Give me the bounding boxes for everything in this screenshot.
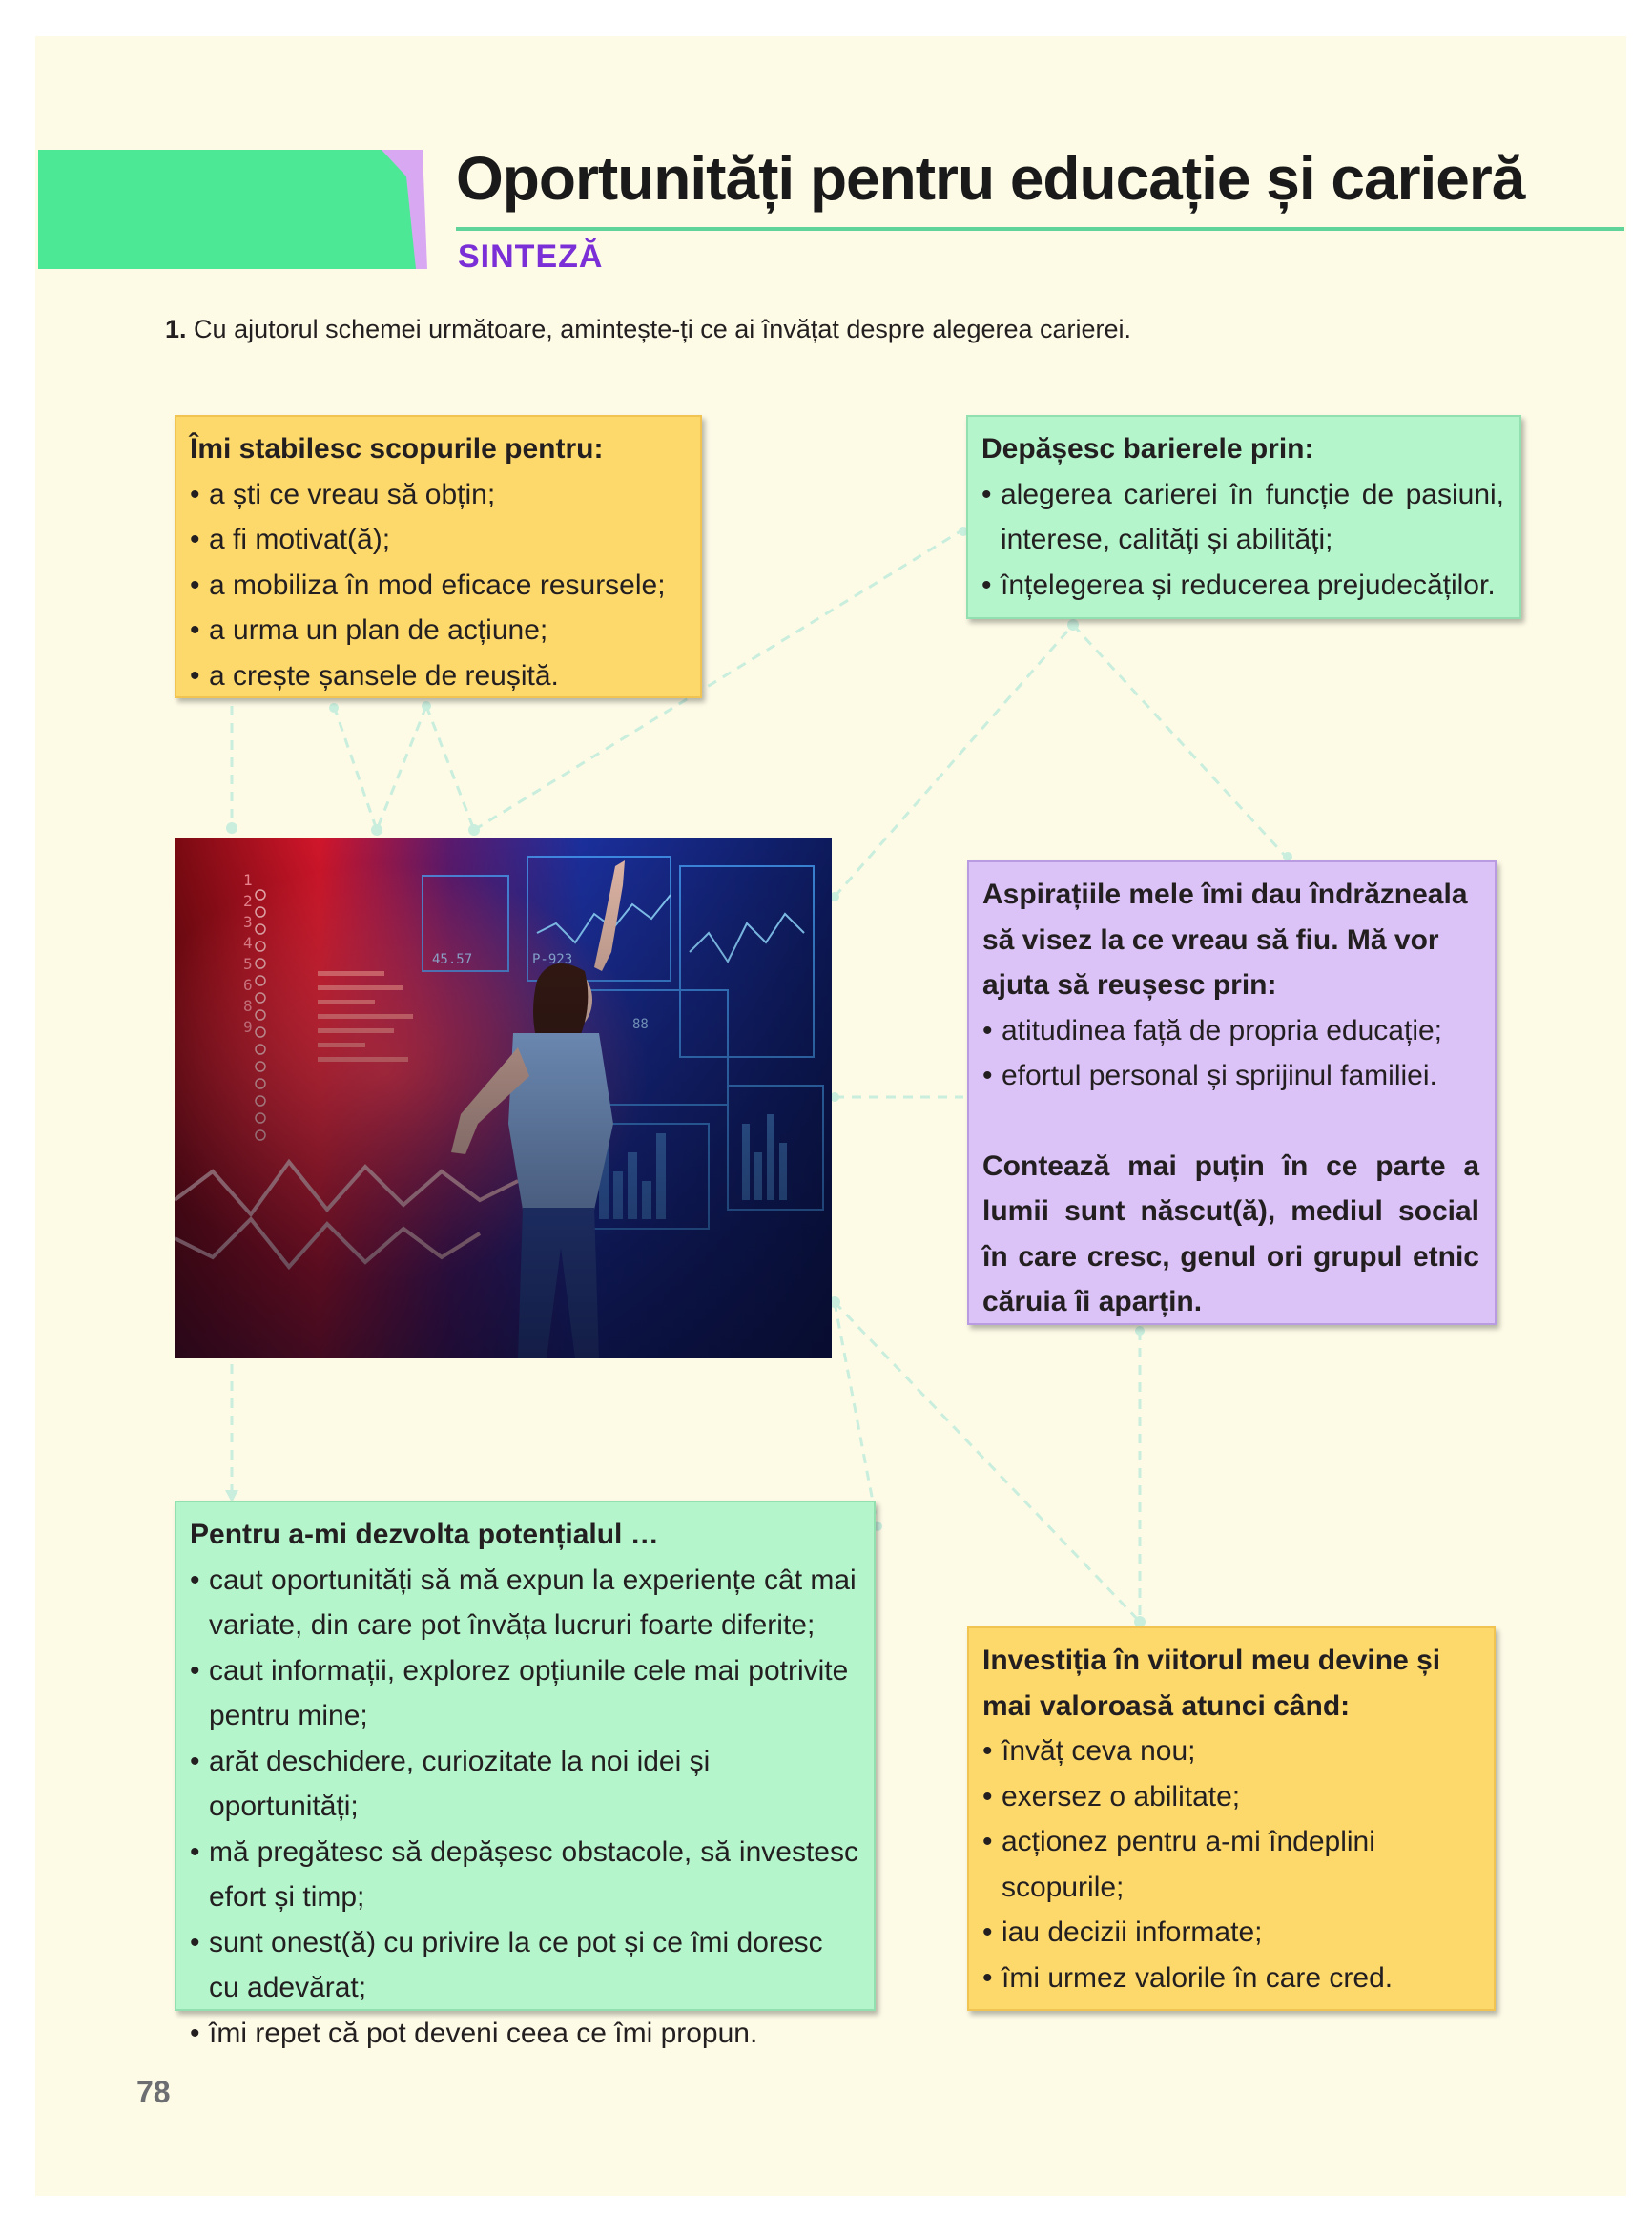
barriers-heading: Depășesc barierele prin: xyxy=(981,433,1314,465)
potential-box xyxy=(175,1501,876,2049)
task-text: Cu ajutorul schemei următoare, amintește-ți ce ai învățat despre alegerea carierei. xyxy=(194,315,1132,343)
list-item: • arăt deschidere, curiozitate la noi idei și oportunități; xyxy=(190,1739,858,1830)
potential-list xyxy=(190,1558,858,2057)
list-item: • alegerea carierei în funcție de pasiuni, interese, calități și abilități; xyxy=(981,472,1504,563)
investment-list xyxy=(982,1729,1478,2000)
aspirations-closing: Contează mai puțin în ce parte a lumii sunt născut(ă), mediul social în care cresc, genul ori grupul etnic căruia îi aparțin. xyxy=(982,1149,1479,1317)
section-subtitle: SINTEZĂ xyxy=(458,238,604,275)
list-item: • îmi repet că pot deveni ceea ce îmi propun. xyxy=(190,2011,858,2057)
list-item: • a ști ce vreau să obțin; xyxy=(190,472,685,518)
investment-box xyxy=(967,1626,1496,2011)
list-item: • sunt onest(ă) cu privire la ce pot și ce îmi doresc cu adevărat; xyxy=(190,1920,858,2011)
list-item: • a mobiliza în mod eficace resursele; xyxy=(190,563,685,609)
list-item: • iau decizii informate; xyxy=(982,1910,1478,1956)
list-item: • învăț ceva nou; xyxy=(982,1729,1478,1774)
page-title: Oportunități pentru educație și carieră xyxy=(456,144,1525,213)
goals-heading: Îmi stabilesc scopurile pentru: xyxy=(190,433,604,465)
potential-heading: Pentru a-mi dezvolta potențialul … xyxy=(190,1519,659,1550)
list-item: • mă pregătesc să depășesc obstacole, să investesc efort și timp; xyxy=(190,1830,858,1920)
investment-heading: Investiția în viitorul meu devine și mai valoroasă atunci când: xyxy=(982,1645,1441,1722)
list-item: • atitudinea față de propria educație; xyxy=(982,1008,1479,1054)
photo-illustration xyxy=(175,838,832,1358)
barriers-box xyxy=(966,415,1521,619)
aspirations-box xyxy=(967,860,1497,1325)
aspirations-heading: Aspirațiile mele îmi dau îndrăzneala să visez la ce vreau să fiu. Mă vor ajuta să reușesc prin: xyxy=(982,879,1468,1001)
list-item: • efortul personal și sprijinul familiei. xyxy=(982,1053,1479,1099)
career-photo xyxy=(175,838,832,1358)
goals-box xyxy=(175,415,702,698)
page-number: 78 xyxy=(136,2075,171,2109)
list-item: • caut oportunități să mă expun la experiențe cât mai variate, din care pot învăța lucruri foarte diferite; xyxy=(190,1558,858,1648)
list-item: • a fi motivat(ă); xyxy=(190,517,685,563)
goals-list xyxy=(190,472,685,699)
aspirations-list xyxy=(982,1008,1479,1099)
list-item: • îmi urmez valorile în care cred. xyxy=(982,1956,1478,2001)
barriers-list xyxy=(981,472,1504,609)
list-item: • exersez o abilitate; xyxy=(982,1774,1478,1820)
list-item: • a urma un plan de acțiune; xyxy=(190,608,685,653)
list-item: • caut informații, explorez opțiunile cele mai potrivite pentru mine; xyxy=(190,1648,858,1739)
task-number: 1. xyxy=(165,315,187,343)
list-item: • înțelegerea și reducerea prejudecăților. xyxy=(981,563,1504,609)
list-item: • acționez pentru a-mi îndeplini scopurile; xyxy=(982,1819,1478,1910)
list-item: • a crește șansele de reușită. xyxy=(190,653,685,699)
